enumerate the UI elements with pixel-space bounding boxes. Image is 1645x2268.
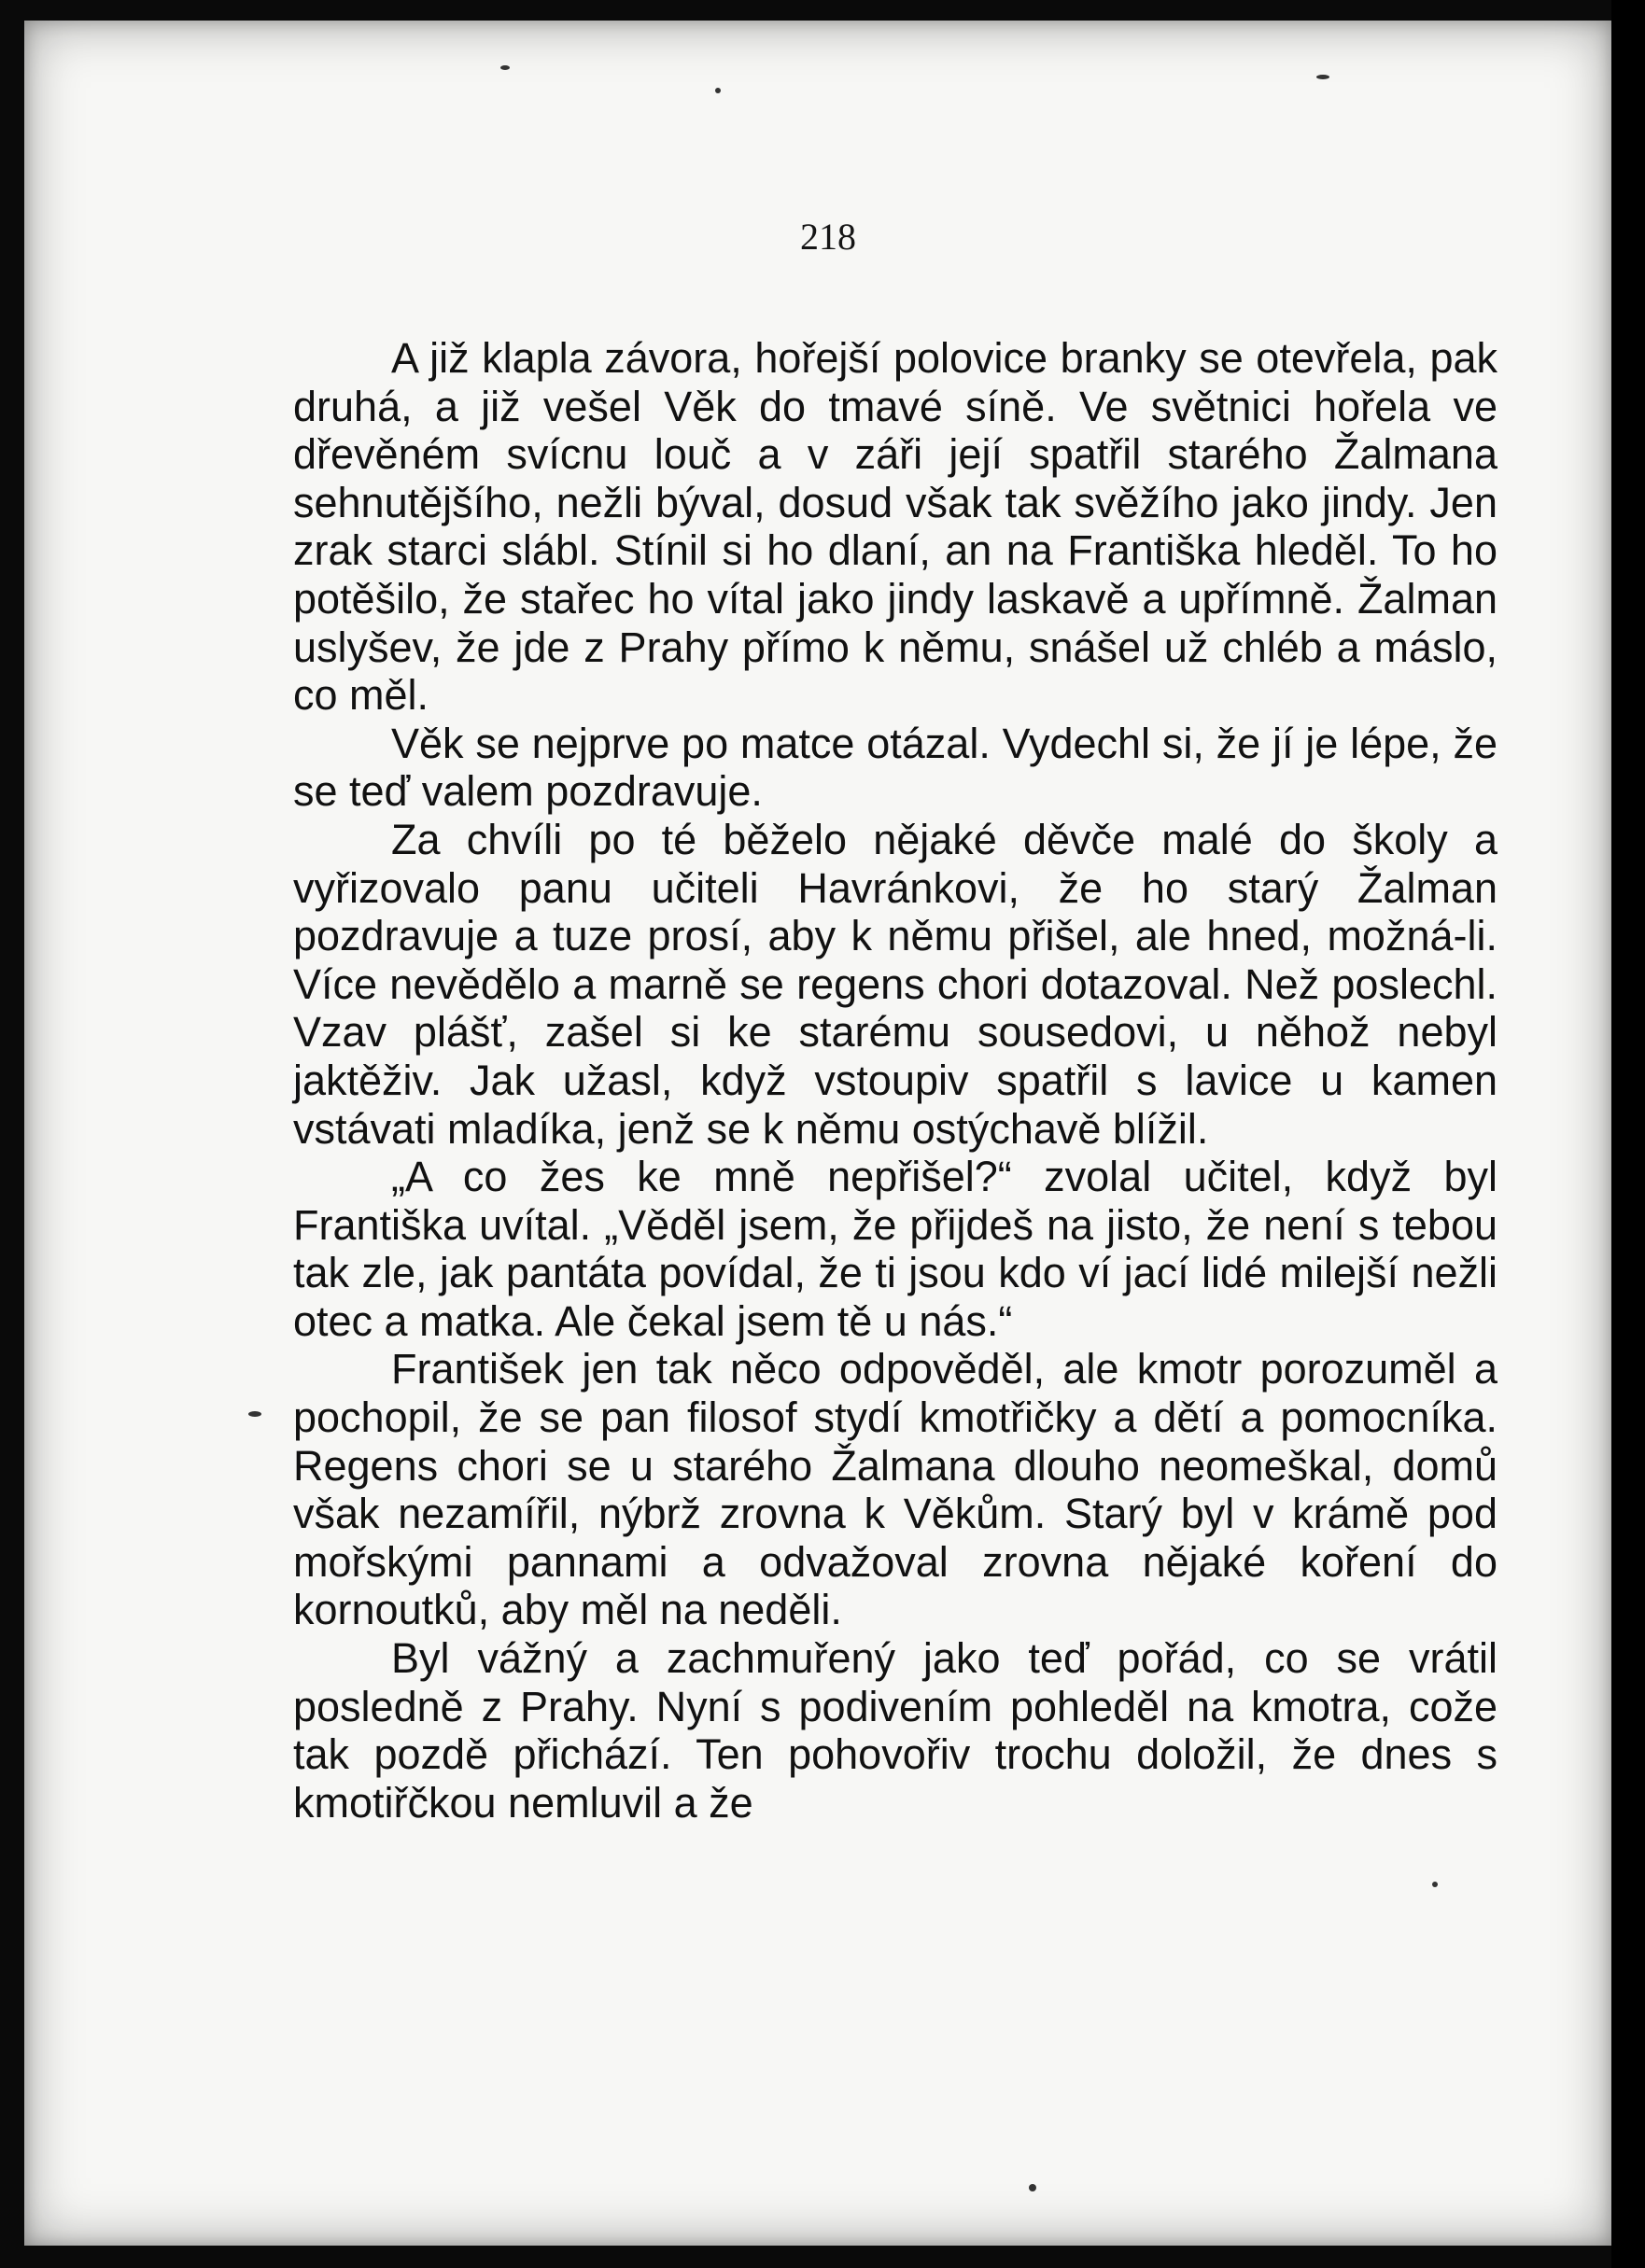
paragraph: Byl vážný a zachmuřený jako teď pořád, co se vrátil posledně z Prahy. Nyní s podivením pohleděl na kmotra, cože tak pozdě přichází. Ten pohovořiv trochu doložil, že dnes s kmotiřčkou nemluvil a že [293, 1634, 1497, 1827]
paragraph: Věk se nejprve po matce otázal. Vydechl si, že jí je lépe, že se teď valem pozdravuje. [293, 719, 1497, 816]
scan-speck [500, 65, 510, 70]
paragraph: „A co žes ke mně nepřišel?“ zvolal učitel, když byl Františka uvítal. „Věděl jsem, že přijdeš na jisto, že není s tebou tak zle, jak pantáta povídal, že ti jsou kdo ví jací lidé milejší nežli otec a matka. Ale čekal jsem tě u nás.“ [293, 1153, 1497, 1345]
scan-speck [1316, 75, 1329, 79]
scan-speck [715, 88, 721, 93]
paragraph: František jen tak něco odpověděl, ale kmotr porozuměl a pochopil, že se pan filosof stydí kmotřičky a dětí a pomocníka. Regens chori se u starého Žalmana dlouho neomeškal, domů však nezamířil, nýbrž zrovna k Věkům. Starý byl v krámě pod mořskými pannami a odvažoval zrovna nějaké koření do kornoutků, aby měl na neděli. [293, 1345, 1497, 1634]
paragraph: Za chvíli po té běželo nějaké děvče malé do školy a vyřizovalo panu učiteli Havránkovi, že ho starý Žalman pozdravuje a tuze prosí, aby k němu přišel, ale hned, možná-li. Více nevědělo a marně se regens chori dotazoval. Než poslechl. Vzav plášť, zašel si ke starému sousedovi, u něhož nebyl jaktěživ. Jak užasl, když vstoupiv spatřil s lavice u kamen vstávati mladíka, jenž se k němu ostýchavě blížil. [293, 815, 1497, 1153]
book-page [24, 21, 1611, 2246]
scan-speck [1432, 1882, 1438, 1887]
page-text [293, 334, 1497, 1827]
paragraph: A již klapla závora, hořejší polovice branky se otevřela, pak druhá, a již vešel Věk do tmavé síně. Ve světnici hořela ve dřevěném svícnu louč a v záři její spatřil starého Žalmana sehnutějšího, nežli býval, dosud však tak svěžího jako jindy. Jen zrak starci slábl. Stínil si ho dlaní, an na Františka hleděl. To ho potěšilo, že stařec ho vítal jako jindy laskavě a upřímně. Žalman uslyšev, že jde z Prahy přímo k němu, snášel už chléb a máslo, co měl. [293, 334, 1497, 720]
scan-speck [1029, 2184, 1036, 2191]
scan-edge [1611, 0, 1645, 2268]
scan-speck [248, 1411, 261, 1417]
page-number: 218 [800, 216, 856, 258]
